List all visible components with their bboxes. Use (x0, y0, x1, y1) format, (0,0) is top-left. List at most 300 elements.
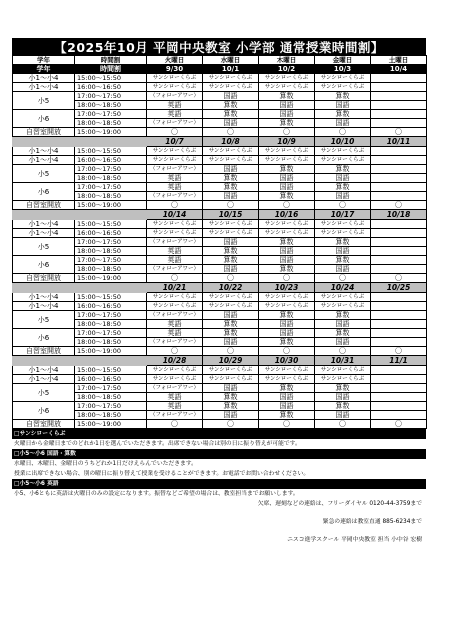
lesson-cell: サンシローくらぶ (259, 83, 315, 92)
header-row (13, 56, 427, 65)
lesson-cell: 英語 (147, 402, 203, 411)
lesson-cell: 算数 (259, 311, 315, 320)
schedule-row (13, 329, 427, 338)
date-cell: 10/16 (259, 210, 315, 220)
lesson-cell: 算数 (203, 101, 259, 110)
lesson-cell: サンシローくらぶ (147, 375, 203, 384)
lesson-cell (371, 220, 427, 229)
time-subheader: 時間割 (75, 65, 147, 74)
lesson-cell: 英語 (147, 256, 203, 265)
date-cell: 10/28 (147, 356, 203, 366)
date-spacer (75, 356, 147, 366)
subheader-row (13, 65, 427, 74)
date-cell: 10/22 (203, 283, 259, 293)
time-cell: 18:00～18:50 (75, 320, 147, 329)
date-spacer (13, 356, 75, 366)
lesson-cell (371, 293, 427, 302)
lesson-cell: （フォローアワー） (147, 192, 203, 201)
schedule-row (13, 192, 427, 201)
lesson-cell: サンシローくらぶ (259, 302, 315, 311)
page-title: 【2025年10月 平岡中央教室 小学部 通常授業時間割】 (12, 38, 426, 55)
lesson-cell: サンシローくらぶ (315, 156, 371, 165)
date-row (13, 210, 427, 220)
lesson-cell: 〇 (203, 420, 259, 429)
lesson-cell: サンシローくらぶ (203, 83, 259, 92)
schedule-row (13, 74, 427, 83)
schedule-row (13, 101, 427, 110)
lesson-cell: 国語 (203, 238, 259, 247)
lesson-cell: 〇 (315, 274, 371, 283)
club-text: 火曜日から金曜日までのどれか1日を選んでいただきます。出席できない場合は別の日に振り替えが可能です。 (14, 441, 301, 447)
schedule-row (13, 347, 427, 356)
lesson-cell: サンシローくらぶ (203, 220, 259, 229)
lesson-cell (371, 393, 427, 402)
time-cell: 18:00～18:50 (75, 265, 147, 274)
lesson-cell: 算数 (259, 238, 315, 247)
lesson-cell: 〇 (147, 347, 203, 356)
lesson-cell: 算数 (203, 110, 259, 119)
schedule-row (13, 238, 427, 247)
lesson-cell (371, 101, 427, 110)
notes-section (12, 429, 426, 545)
lesson-cell (371, 165, 427, 174)
lesson-cell: サンシローくらぶ (147, 74, 203, 83)
lesson-cell: 算数 (203, 393, 259, 402)
lesson-cell: 国語 (315, 119, 371, 128)
schedule-row (13, 265, 427, 274)
lesson-cell: サンシローくらぶ (259, 147, 315, 156)
date-cell: 10/24 (315, 283, 371, 293)
lesson-cell: （フォローアワー） (147, 265, 203, 274)
lesson-cell: 国語 (259, 101, 315, 110)
time-cell: 15:00～15:50 (75, 74, 147, 83)
day-header: 土曜日 (371, 56, 427, 65)
lesson-cell (371, 320, 427, 329)
grade-cell: 小1～小4 (13, 220, 75, 229)
time-cell: 15:00～19:00 (75, 274, 147, 283)
time-cell: 16:00～16:50 (75, 375, 147, 384)
lesson-cell: サンシローくらぶ (259, 293, 315, 302)
lesson-cell: 算数 (259, 165, 315, 174)
time-cell: 18:00～18:50 (75, 192, 147, 201)
schedule-row (13, 156, 427, 165)
lesson-cell: 国語 (259, 174, 315, 183)
lesson-cell: サンシローくらぶ (203, 293, 259, 302)
lesson-cell (371, 183, 427, 192)
grade-cell: 小6 (13, 402, 75, 420)
grade-cell: 小5 (13, 165, 75, 183)
lesson-cell: 算数 (315, 183, 371, 192)
lesson-cell: 英語 (147, 174, 203, 183)
date-cell: 10/8 (203, 137, 259, 147)
lesson-cell: サンシローくらぶ (147, 366, 203, 375)
lesson-cell: 国語 (259, 320, 315, 329)
lesson-cell (371, 402, 427, 411)
kokugo-text-2: 授業に出席できない場合、別の曜日に振り替えて授業を受けることができます。お電話でお問い合わせください。 (14, 471, 310, 477)
date-cell: 10/4 (371, 65, 427, 74)
time-cell: 18:00～18:50 (75, 119, 147, 128)
grade-cell: 小1～小4 (13, 147, 75, 156)
lesson-cell: サンシローくらぶ (315, 366, 371, 375)
grade-cell: 小1～小4 (13, 293, 75, 302)
lesson-cell: 算数 (259, 338, 315, 347)
schedule-row (13, 302, 427, 311)
lesson-cell: 国語 (203, 119, 259, 128)
lesson-cell: 国語 (203, 384, 259, 393)
lesson-cell (371, 92, 427, 101)
lesson-cell: 算数 (315, 311, 371, 320)
lesson-cell: 算数 (315, 329, 371, 338)
lesson-cell: サンシローくらぶ (147, 293, 203, 302)
lesson-cell: 国語 (315, 320, 371, 329)
lesson-cell: 国語 (259, 256, 315, 265)
lesson-cell: サンシローくらぶ (259, 229, 315, 238)
lesson-cell: 国語 (259, 110, 315, 119)
lesson-cell: 〇 (203, 128, 259, 137)
time-cell: 15:00～19:00 (75, 128, 147, 137)
time-cell: 16:00～16:50 (75, 302, 147, 311)
lesson-cell: 算数 (203, 256, 259, 265)
time-cell: 18:00～18:50 (75, 247, 147, 256)
schedule-row (13, 411, 427, 420)
lesson-cell: サンシローくらぶ (315, 293, 371, 302)
schedule-row (13, 375, 427, 384)
signature: ニスコ進学スクール 平岡中央教室 担当 小中谷 宏樹 (287, 537, 422, 543)
schedule-row (13, 110, 427, 119)
lesson-cell: 算数 (315, 238, 371, 247)
lesson-cell: 国語 (315, 174, 371, 183)
lesson-cell: サンシローくらぶ (203, 302, 259, 311)
lesson-cell: 算数 (259, 384, 315, 393)
lesson-cell: 算数 (315, 110, 371, 119)
lesson-cell: サンシローくらぶ (147, 83, 203, 92)
lesson-cell: 〇 (315, 347, 371, 356)
schedule-row (13, 274, 427, 283)
lesson-cell: 〇 (259, 128, 315, 137)
grade-cell: 小5 (13, 92, 75, 110)
time-header: 時間割 (75, 56, 147, 65)
schedule-row (13, 83, 427, 92)
time-cell: 15:00～19:00 (75, 347, 147, 356)
lesson-cell: 国語 (203, 265, 259, 274)
lesson-cell: サンシローくらぶ (315, 220, 371, 229)
date-cell: 10/14 (147, 210, 203, 220)
grade-cell: 小5 (13, 311, 75, 329)
lesson-cell: サンシローくらぶ (259, 220, 315, 229)
lesson-cell: 国語 (315, 393, 371, 402)
lesson-cell: 英語 (147, 247, 203, 256)
schedule-row (13, 174, 427, 183)
lesson-cell: 英語 (147, 393, 203, 402)
lesson-cell: 算数 (315, 384, 371, 393)
schedule-row (13, 119, 427, 128)
time-cell: 15:00～15:50 (75, 366, 147, 375)
schedule-row (13, 420, 427, 429)
time-cell: 16:00～16:50 (75, 83, 147, 92)
grade-cell: 小5 (13, 384, 75, 402)
schedule-row (13, 320, 427, 329)
lesson-cell: サンシローくらぶ (147, 156, 203, 165)
lesson-cell: 算数 (203, 402, 259, 411)
lesson-cell (371, 247, 427, 256)
lesson-cell: サンシローくらぶ (203, 366, 259, 375)
date-row (13, 356, 427, 366)
lesson-cell: 算数 (203, 247, 259, 256)
schedule-row (13, 128, 427, 137)
lesson-cell (371, 338, 427, 347)
lesson-cell (371, 74, 427, 83)
lesson-cell: 算数 (315, 256, 371, 265)
date-cell: 10/31 (315, 356, 371, 366)
lesson-cell: 〇 (203, 274, 259, 283)
lesson-cell (371, 147, 427, 156)
time-cell: 15:00～15:50 (75, 220, 147, 229)
time-cell: 18:00～18:50 (75, 338, 147, 347)
lesson-cell (371, 329, 427, 338)
lesson-cell: 〇 (259, 420, 315, 429)
lesson-cell: 〇 (371, 201, 427, 210)
grade-cell: 自習室開放 (13, 420, 75, 429)
lesson-cell: 国語 (315, 265, 371, 274)
date-cell: 10/9 (259, 137, 315, 147)
contact-freedial: 欠席、遅刻などの連絡は、フリーダイヤル 0120-44-3759まで (257, 501, 422, 507)
time-cell: 17:00～17:50 (75, 329, 147, 338)
lesson-cell: 国語 (259, 183, 315, 192)
lesson-cell: （フォローアワー） (147, 384, 203, 393)
lesson-cell: 〇 (259, 201, 315, 210)
date-cell: 10/7 (147, 137, 203, 147)
lesson-cell: サンシローくらぶ (259, 74, 315, 83)
time-cell: 15:00～15:50 (75, 293, 147, 302)
time-cell: 16:00～16:50 (75, 229, 147, 238)
date-spacer (75, 210, 147, 220)
date-row (13, 283, 427, 293)
schedule-row (13, 92, 427, 101)
grade-cell: 小6 (13, 329, 75, 347)
schedule-row (13, 393, 427, 402)
schedule-row (13, 183, 427, 192)
time-cell: 18:00～18:50 (75, 101, 147, 110)
time-cell: 17:00～17:50 (75, 402, 147, 411)
lesson-cell: 〇 (147, 201, 203, 210)
time-cell: 18:00～18:50 (75, 411, 147, 420)
lesson-cell: 〇 (371, 128, 427, 137)
time-cell: 17:00～17:50 (75, 92, 147, 101)
lesson-cell: サンシローくらぶ (147, 229, 203, 238)
lesson-cell: 算数 (203, 329, 259, 338)
lesson-cell: 〇 (147, 274, 203, 283)
lesson-cell: 〇 (203, 201, 259, 210)
date-cell: 9/30 (147, 65, 203, 74)
day-header: 火曜日 (147, 56, 203, 65)
date-cell: 10/15 (203, 210, 259, 220)
grade-cell: 小5 (13, 238, 75, 256)
grade-cell: 小1～小4 (13, 302, 75, 311)
contact-emergency: 緊急の連絡は教室直通 885-6234まで (322, 519, 422, 525)
date-cell: 10/11 (371, 137, 427, 147)
lesson-cell: 算数 (203, 320, 259, 329)
time-cell: 17:00～17:50 (75, 256, 147, 265)
grade-cell: 自習室開放 (13, 347, 75, 356)
day-header: 木曜日 (259, 56, 315, 65)
time-cell: 18:00～18:50 (75, 393, 147, 402)
lesson-cell: 国語 (259, 329, 315, 338)
date-cell: 10/25 (371, 283, 427, 293)
english-text: 小5、小6ともに英語は火曜日のみの設定になります。振替などご希望の場合は、教室担当までお願いします。 (14, 491, 299, 497)
lesson-cell (371, 366, 427, 375)
date-row (13, 137, 427, 147)
lesson-cell: 国語 (203, 311, 259, 320)
lesson-cell: 算数 (203, 183, 259, 192)
lesson-cell: サンシローくらぶ (203, 375, 259, 384)
lesson-cell (371, 119, 427, 128)
kokugo-heading: □小5～小6 国語・算数 (12, 449, 426, 459)
schedule-row (13, 229, 427, 238)
lesson-cell: 国語 (203, 192, 259, 201)
lesson-cell: 算数 (315, 165, 371, 174)
grade-cell: 小1～小4 (13, 83, 75, 92)
lesson-cell (371, 411, 427, 420)
lesson-cell (371, 311, 427, 320)
lesson-cell: サンシローくらぶ (259, 156, 315, 165)
time-cell: 17:00～17:50 (75, 183, 147, 192)
date-cell: 10/2 (259, 65, 315, 74)
lesson-cell: 国語 (315, 411, 371, 420)
grade-subheader: 学年 (13, 65, 75, 74)
lesson-cell (371, 256, 427, 265)
lesson-cell: 算数 (315, 402, 371, 411)
date-cell: 10/30 (259, 356, 315, 366)
schedule-row (13, 338, 427, 347)
grade-cell: 小6 (13, 256, 75, 274)
lesson-cell: 英語 (147, 110, 203, 119)
schedule-row (13, 402, 427, 411)
lesson-cell: 国語 (315, 247, 371, 256)
grade-cell: 自習室開放 (13, 274, 75, 283)
date-spacer (13, 210, 75, 220)
lesson-cell (371, 302, 427, 311)
lesson-cell: サンシローくらぶ (259, 375, 315, 384)
grade-cell: 小1～小4 (13, 229, 75, 238)
lesson-cell: 英語 (147, 329, 203, 338)
lesson-cell: 国語 (203, 92, 259, 101)
lesson-cell: （フォローアワー） (147, 92, 203, 101)
lesson-cell: 国語 (203, 338, 259, 347)
lesson-cell: 〇 (371, 420, 427, 429)
schedule-row (13, 256, 427, 265)
schedule-row (13, 147, 427, 156)
lesson-cell: 国語 (315, 338, 371, 347)
time-cell: 15:00～15:50 (75, 147, 147, 156)
lesson-cell (371, 83, 427, 92)
lesson-cell: サンシローくらぶ (315, 229, 371, 238)
grade-cell: 自習室開放 (13, 128, 75, 137)
lesson-cell: サンシローくらぶ (315, 74, 371, 83)
date-spacer (13, 283, 75, 293)
lesson-cell: サンシローくらぶ (315, 302, 371, 311)
lesson-cell: サンシローくらぶ (147, 147, 203, 156)
date-spacer (75, 283, 147, 293)
lesson-cell (371, 375, 427, 384)
lesson-cell (371, 110, 427, 119)
day-header: 金曜日 (315, 56, 371, 65)
lesson-cell: 英語 (147, 183, 203, 192)
lesson-cell (371, 156, 427, 165)
day-header: 水曜日 (203, 56, 259, 65)
lesson-cell: 算数 (259, 265, 315, 274)
schedule-row (13, 293, 427, 302)
lesson-cell: 〇 (371, 274, 427, 283)
lesson-cell: 算数 (315, 92, 371, 101)
time-cell: 15:00～19:00 (75, 201, 147, 210)
schedule-row (13, 384, 427, 393)
lesson-cell: （フォローアワー） (147, 165, 203, 174)
lesson-cell (371, 238, 427, 247)
date-cell: 10/17 (315, 210, 371, 220)
grade-cell: 自習室開放 (13, 201, 75, 210)
lesson-cell: 〇 (371, 347, 427, 356)
lesson-cell: 算数 (259, 119, 315, 128)
lesson-cell: 国語 (259, 393, 315, 402)
time-cell: 17:00～17:50 (75, 238, 147, 247)
lesson-cell: サンシローくらぶ (259, 366, 315, 375)
schedule-row (13, 366, 427, 375)
lesson-cell: サンシローくらぶ (315, 375, 371, 384)
date-cell: 10/3 (315, 65, 371, 74)
lesson-cell: 英語 (147, 320, 203, 329)
lesson-cell: （フォローアワー） (147, 311, 203, 320)
date-cell: 10/21 (147, 283, 203, 293)
grade-cell: 小1～小4 (13, 156, 75, 165)
lesson-cell: 〇 (147, 128, 203, 137)
grade-cell: 小6 (13, 110, 75, 128)
lesson-cell: サンシローくらぶ (315, 147, 371, 156)
timetable-sheet (12, 38, 426, 545)
lesson-cell: （フォローアワー） (147, 338, 203, 347)
time-cell: 15:00～19:00 (75, 420, 147, 429)
lesson-cell: （フォローアワー） (147, 411, 203, 420)
lesson-cell: 〇 (315, 420, 371, 429)
lesson-cell (371, 174, 427, 183)
kokugo-text-1: 水曜日、木曜日、金曜日のうちどれか1日だけえらんでいただきます。 (14, 461, 197, 467)
schedule-row (13, 165, 427, 174)
lesson-cell: 算数 (259, 192, 315, 201)
lesson-cell: サンシローくらぶ (203, 229, 259, 238)
lesson-cell: 国語 (203, 411, 259, 420)
date-spacer (75, 137, 147, 147)
time-cell: 17:00～17:50 (75, 311, 147, 320)
lesson-cell: 国語 (315, 192, 371, 201)
lesson-cell: （フォローアワー） (147, 119, 203, 128)
lesson-cell: 〇 (259, 274, 315, 283)
time-cell: 18:00～18:50 (75, 174, 147, 183)
lesson-cell: 算数 (203, 174, 259, 183)
date-cell: 10/23 (259, 283, 315, 293)
lesson-cell: サンシローくらぶ (203, 74, 259, 83)
date-cell: 11/1 (371, 356, 427, 366)
lesson-cell: （フォローアワー） (147, 238, 203, 247)
lesson-cell: 算数 (259, 411, 315, 420)
schedule-row (13, 220, 427, 229)
timetable (12, 55, 427, 429)
time-cell: 17:00～17:50 (75, 384, 147, 393)
lesson-cell (371, 192, 427, 201)
lesson-cell: サンシローくらぶ (203, 147, 259, 156)
lesson-cell: 英語 (147, 101, 203, 110)
lesson-cell: サンシローくらぶ (147, 302, 203, 311)
time-cell: 17:00～17:50 (75, 165, 147, 174)
lesson-cell: サンシローくらぶ (147, 220, 203, 229)
